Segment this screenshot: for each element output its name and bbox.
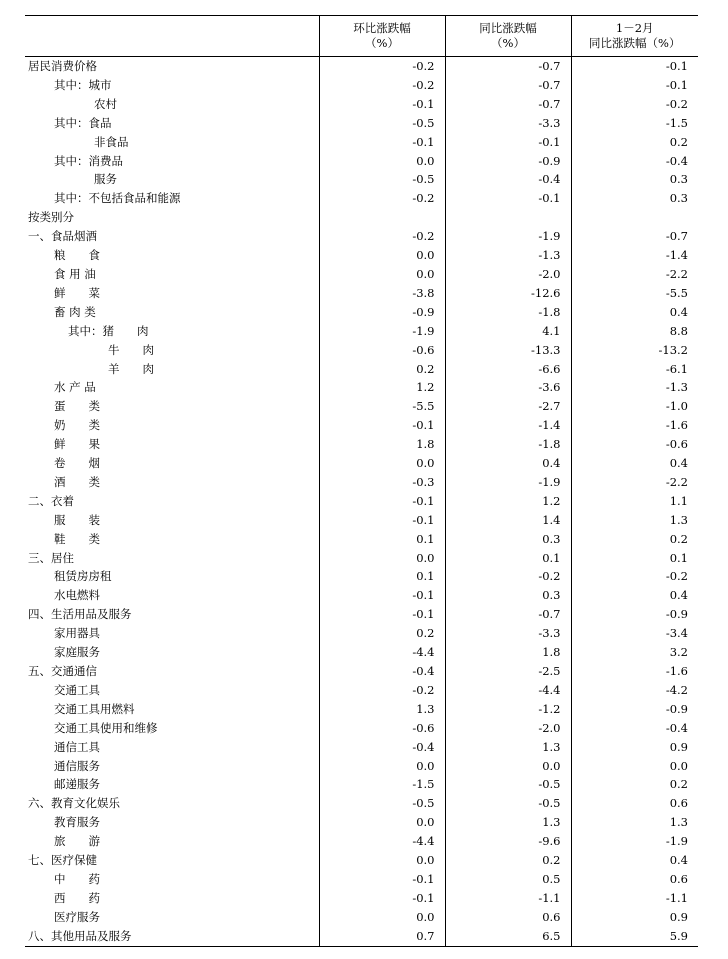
yoy-change-cell: -2.5 xyxy=(445,662,571,681)
row-label-cell xyxy=(25,662,319,681)
table-row xyxy=(25,700,698,719)
mom-change-cell: -4.4 xyxy=(319,643,445,662)
row-label: 二、衣着 xyxy=(28,493,74,508)
ytd-change-cell: 0.9 xyxy=(571,738,698,757)
row-label-cell xyxy=(25,133,319,152)
ytd-change-cell: -3.4 xyxy=(571,624,698,643)
ytd-change-cell: -1.0 xyxy=(571,397,698,416)
yoy-change-cell: -0.2 xyxy=(445,567,571,586)
mom-change-cell: -0.2 xyxy=(319,57,445,76)
row-label-cell xyxy=(25,246,319,265)
table-row xyxy=(25,643,698,662)
header-ytd-change xyxy=(571,16,698,57)
row-label: 交通工具 xyxy=(54,682,100,697)
ytd-change-cell: 0.4 xyxy=(571,303,698,322)
mom-change-cell: 0.0 xyxy=(319,152,445,171)
row-label-cell xyxy=(25,341,319,360)
row-label: 三、居住 xyxy=(28,550,74,565)
ytd-change-cell: -1.6 xyxy=(571,662,698,681)
ytd-change-cell: -13.2 xyxy=(571,341,698,360)
row-label: 居民消费价格 xyxy=(28,59,97,73)
row-label-cell xyxy=(25,567,319,586)
row-label-cell xyxy=(25,189,319,208)
table-row xyxy=(25,851,698,870)
ytd-change-cell: 0.2 xyxy=(571,530,698,549)
row-label: 牛 肉 xyxy=(108,342,154,357)
mom-change-cell: -5.5 xyxy=(319,397,445,416)
yoy-change-cell: 0.3 xyxy=(445,586,571,605)
row-label: 交通工具用燃料 xyxy=(54,701,135,716)
row-label-cell xyxy=(25,454,319,473)
header-category xyxy=(25,16,319,57)
ytd-change-cell: 0.2 xyxy=(571,775,698,794)
row-label-cell xyxy=(25,435,319,454)
row-label-cell xyxy=(25,492,319,511)
row-label-cell xyxy=(25,700,319,719)
yoy-change-cell: 0.1 xyxy=(445,549,571,568)
ytd-change-cell: 0.0 xyxy=(571,757,698,776)
yoy-change-cell: -0.7 xyxy=(445,605,571,624)
ytd-change-cell: -0.6 xyxy=(571,435,698,454)
ytd-change-cell: 0.1 xyxy=(571,549,698,568)
yoy-change-cell: -0.1 xyxy=(445,189,571,208)
yoy-change-cell: -0.9 xyxy=(445,152,571,171)
header-yoy-change xyxy=(445,16,571,57)
row-label: 卷 烟 xyxy=(54,456,100,471)
table-row xyxy=(25,133,698,152)
table-row xyxy=(25,567,698,586)
ytd-change-cell: -0.9 xyxy=(571,700,698,719)
mom-change-cell: 0.0 xyxy=(319,549,445,568)
row-label-cell xyxy=(25,719,319,738)
row-label-cell xyxy=(25,908,319,927)
header-row xyxy=(25,16,698,57)
row-label: 租赁房房租 xyxy=(54,569,112,584)
table-row xyxy=(25,473,698,492)
mom-change-cell: -0.1 xyxy=(319,605,445,624)
yoy-change-cell: -2.0 xyxy=(445,265,571,284)
row-label: 通信服务 xyxy=(54,758,100,773)
ytd-change-cell: -0.9 xyxy=(571,605,698,624)
table-row xyxy=(25,511,698,530)
table-row xyxy=(25,927,698,946)
ytd-change-cell: -2.2 xyxy=(571,473,698,492)
yoy-change-cell: 1.4 xyxy=(445,511,571,530)
yoy-change-cell: 0.5 xyxy=(445,870,571,889)
row-label: 粮 食 xyxy=(54,248,100,263)
ytd-change-cell: -1.5 xyxy=(571,114,698,133)
table-row xyxy=(25,57,698,76)
yoy-change-cell xyxy=(445,208,571,227)
yoy-change-cell: -1.9 xyxy=(445,227,571,246)
ytd-change-cell: 0.3 xyxy=(571,170,698,189)
row-label-cell xyxy=(25,322,319,341)
mom-change-cell: -0.1 xyxy=(319,511,445,530)
table-row xyxy=(25,794,698,813)
table-row xyxy=(25,870,698,889)
row-label-cell xyxy=(25,624,319,643)
header-mom-unit: （%） xyxy=(365,36,399,50)
ytd-change-cell: 0.4 xyxy=(571,454,698,473)
yoy-change-cell: -6.6 xyxy=(445,360,571,379)
row-label-cell xyxy=(25,889,319,908)
ytd-change-cell: -0.7 xyxy=(571,227,698,246)
yoy-change-cell: -3.6 xyxy=(445,378,571,397)
table-row xyxy=(25,775,698,794)
mom-change-cell: 0.0 xyxy=(319,454,445,473)
mom-change-cell: 0.1 xyxy=(319,530,445,549)
row-label: 其中：不包括食品和能源 xyxy=(54,191,181,206)
row-label-cell xyxy=(25,57,319,76)
yoy-change-cell: 0.0 xyxy=(445,757,571,776)
yoy-change-cell: -1.2 xyxy=(445,700,571,719)
table-row xyxy=(25,284,698,303)
mom-change-cell: 0.0 xyxy=(319,265,445,284)
mom-change-cell xyxy=(319,208,445,227)
yoy-change-cell: 6.5 xyxy=(445,927,571,946)
yoy-change-cell: 1.2 xyxy=(445,492,571,511)
row-label-cell xyxy=(25,265,319,284)
row-label: 中 药 xyxy=(54,871,100,886)
table-row xyxy=(25,360,698,379)
mom-change-cell: 0.2 xyxy=(319,360,445,379)
ytd-change-cell: -0.4 xyxy=(571,152,698,171)
yoy-change-cell: 0.3 xyxy=(445,530,571,549)
ytd-change-cell: 0.4 xyxy=(571,586,698,605)
yoy-change-cell: 4.1 xyxy=(445,322,571,341)
row-label: 羊 肉 xyxy=(108,361,154,376)
ytd-change-cell: -0.1 xyxy=(571,76,698,95)
header-ytd-title: 同比涨跌幅（%） xyxy=(589,36,681,50)
yoy-change-cell: -1.8 xyxy=(445,435,571,454)
yoy-change-cell: -1.4 xyxy=(445,416,571,435)
mom-change-cell: -0.1 xyxy=(319,870,445,889)
ytd-change-cell: 0.4 xyxy=(571,851,698,870)
mom-change-cell: -0.2 xyxy=(319,189,445,208)
yoy-change-cell: -0.1 xyxy=(445,133,571,152)
row-label: 家庭服务 xyxy=(54,645,100,660)
mom-change-cell: -0.4 xyxy=(319,738,445,757)
ytd-change-cell: -0.2 xyxy=(571,567,698,586)
mom-change-cell: -0.1 xyxy=(319,416,445,435)
ytd-change-cell: -1.9 xyxy=(571,832,698,851)
yoy-change-cell: -3.3 xyxy=(445,624,571,643)
table-row xyxy=(25,378,698,397)
table-row xyxy=(25,189,698,208)
row-label-cell xyxy=(25,416,319,435)
ytd-change-cell: 0.6 xyxy=(571,794,698,813)
mom-change-cell: -0.5 xyxy=(319,114,445,133)
mom-change-cell: -1.9 xyxy=(319,322,445,341)
row-label: 其中：消费品 xyxy=(54,153,123,168)
yoy-change-cell: -9.6 xyxy=(445,832,571,851)
table-header xyxy=(25,16,698,57)
row-label-cell xyxy=(25,813,319,832)
table-row xyxy=(25,549,698,568)
mom-change-cell: -0.1 xyxy=(319,889,445,908)
mom-change-cell: -0.1 xyxy=(319,492,445,511)
ytd-change-cell: 5.9 xyxy=(571,927,698,946)
header-mom-change xyxy=(319,16,445,57)
yoy-change-cell: -1.8 xyxy=(445,303,571,322)
table-row xyxy=(25,95,698,114)
mom-change-cell: -3.8 xyxy=(319,284,445,303)
mom-change-cell: 1.3 xyxy=(319,700,445,719)
row-label: 非食品 xyxy=(94,134,129,149)
yoy-change-cell: -0.4 xyxy=(445,170,571,189)
mom-change-cell: -0.9 xyxy=(319,303,445,322)
ytd-change-cell: -6.1 xyxy=(571,360,698,379)
table-row xyxy=(25,454,698,473)
ytd-change-cell: 0.2 xyxy=(571,133,698,152)
table-row xyxy=(25,681,698,700)
row-label: 畜 肉 类 xyxy=(54,304,96,319)
mom-change-cell: -0.4 xyxy=(319,662,445,681)
yoy-change-cell: 1.3 xyxy=(445,813,571,832)
row-label-cell xyxy=(25,76,319,95)
table-row xyxy=(25,719,698,738)
table-row xyxy=(25,152,698,171)
ytd-change-cell: -0.1 xyxy=(571,57,698,76)
row-label-cell xyxy=(25,397,319,416)
table-row xyxy=(25,76,698,95)
mom-change-cell: -0.6 xyxy=(319,719,445,738)
table-row xyxy=(25,265,698,284)
mom-change-cell: 0.0 xyxy=(319,757,445,776)
row-label-cell xyxy=(25,681,319,700)
mom-change-cell: -0.3 xyxy=(319,473,445,492)
yoy-change-cell: -0.7 xyxy=(445,95,571,114)
table-row xyxy=(25,889,698,908)
row-label: 按类别分 xyxy=(28,210,74,225)
table-row xyxy=(25,303,698,322)
row-label: 旅 游 xyxy=(54,834,100,849)
row-label: 邮递服务 xyxy=(54,777,100,792)
mom-change-cell: -0.5 xyxy=(319,170,445,189)
mom-change-cell: -0.2 xyxy=(319,76,445,95)
row-label-cell xyxy=(25,473,319,492)
yoy-change-cell: -0.7 xyxy=(445,57,571,76)
yoy-change-cell: -2.0 xyxy=(445,719,571,738)
table-row xyxy=(25,227,698,246)
row-label-cell xyxy=(25,360,319,379)
table-row xyxy=(25,246,698,265)
yoy-change-cell: -0.5 xyxy=(445,775,571,794)
ytd-change-cell: -0.2 xyxy=(571,95,698,114)
row-label: 服 装 xyxy=(54,512,100,527)
table-row xyxy=(25,114,698,133)
row-label: 医疗服务 xyxy=(54,909,100,924)
yoy-change-cell: 0.4 xyxy=(445,454,571,473)
ytd-change-cell: -0.4 xyxy=(571,719,698,738)
mom-change-cell: 0.7 xyxy=(319,927,445,946)
row-label-cell xyxy=(25,927,319,946)
table-row xyxy=(25,170,698,189)
ytd-change-cell: -1.4 xyxy=(571,246,698,265)
row-label: 食 用 油 xyxy=(54,266,96,281)
yoy-change-cell: -13.3 xyxy=(445,341,571,360)
row-label-cell xyxy=(25,378,319,397)
mom-change-cell: -0.1 xyxy=(319,133,445,152)
yoy-change-cell: 1.8 xyxy=(445,643,571,662)
table-row xyxy=(25,586,698,605)
yoy-change-cell: 0.6 xyxy=(445,908,571,927)
row-label-cell xyxy=(25,870,319,889)
mom-change-cell: -0.6 xyxy=(319,341,445,360)
row-label-cell xyxy=(25,549,319,568)
table-row xyxy=(25,435,698,454)
yoy-change-cell: 0.2 xyxy=(445,851,571,870)
ytd-change-cell: 1.3 xyxy=(571,511,698,530)
table-body xyxy=(25,57,698,947)
header-yoy-title: 同比涨跌幅 xyxy=(479,21,537,35)
row-label-cell xyxy=(25,114,319,133)
table-row xyxy=(25,738,698,757)
row-label: 鲜 果 xyxy=(54,437,100,452)
yoy-change-cell: -0.7 xyxy=(445,76,571,95)
row-label: 奶 类 xyxy=(54,418,100,433)
header-mom-title: 环比涨跌幅 xyxy=(353,21,411,35)
table-row xyxy=(25,813,698,832)
row-label-cell xyxy=(25,794,319,813)
row-label-cell xyxy=(25,511,319,530)
row-label: 四、生活用品及服务 xyxy=(28,607,132,622)
table-row xyxy=(25,208,698,227)
row-label: 其中：食品 xyxy=(54,115,112,130)
mom-change-cell: -0.1 xyxy=(319,95,445,114)
ytd-change-cell xyxy=(571,208,698,227)
row-label-cell xyxy=(25,643,319,662)
row-label-cell xyxy=(25,530,319,549)
header-yoy-unit: （%） xyxy=(491,36,525,50)
row-label-cell xyxy=(25,738,319,757)
mom-change-cell: 0.2 xyxy=(319,624,445,643)
row-label-cell xyxy=(25,284,319,303)
mom-change-cell: -0.1 xyxy=(319,586,445,605)
header-ytd-period: 1－2月 xyxy=(615,21,654,35)
mom-change-cell: 1.8 xyxy=(319,435,445,454)
ytd-change-cell: 0.3 xyxy=(571,189,698,208)
row-label: 八、其他用品及服务 xyxy=(28,928,132,943)
row-label: 蛋 类 xyxy=(54,399,100,414)
row-label: 酒 类 xyxy=(54,474,100,489)
table-row xyxy=(25,605,698,624)
ytd-change-cell: 3.2 xyxy=(571,643,698,662)
row-label: 鲜 菜 xyxy=(54,285,100,300)
row-label: 教育服务 xyxy=(54,815,100,830)
row-label: 其中：猪 肉 xyxy=(68,323,149,338)
mom-change-cell: -0.2 xyxy=(319,227,445,246)
mom-change-cell: 0.0 xyxy=(319,908,445,927)
table-row xyxy=(25,832,698,851)
row-label-cell xyxy=(25,832,319,851)
ytd-change-cell: 1.1 xyxy=(571,492,698,511)
row-label-cell xyxy=(25,208,319,227)
row-label-cell xyxy=(25,95,319,114)
ytd-change-cell: -1.6 xyxy=(571,416,698,435)
row-label: 水电燃料 xyxy=(54,588,100,603)
cpi-table xyxy=(25,15,698,947)
table-row xyxy=(25,322,698,341)
row-label: 其中：城市 xyxy=(54,77,112,92)
mom-change-cell: -0.2 xyxy=(319,681,445,700)
yoy-change-cell: -2.7 xyxy=(445,397,571,416)
ytd-change-cell: 1.3 xyxy=(571,813,698,832)
row-label-cell xyxy=(25,586,319,605)
row-label: 鞋 类 xyxy=(54,531,100,546)
row-label-cell xyxy=(25,152,319,171)
table-row xyxy=(25,662,698,681)
mom-change-cell: 0.0 xyxy=(319,246,445,265)
table-row xyxy=(25,492,698,511)
row-label: 水 产 品 xyxy=(54,380,96,395)
mom-change-cell: 0.0 xyxy=(319,813,445,832)
mom-change-cell: 0.1 xyxy=(319,567,445,586)
row-label: 交通工具使用和维修 xyxy=(54,720,158,735)
ytd-change-cell: -2.2 xyxy=(571,265,698,284)
row-label: 农村 xyxy=(94,96,117,111)
yoy-change-cell: 1.3 xyxy=(445,738,571,757)
yoy-change-cell: -12.6 xyxy=(445,284,571,303)
row-label-cell xyxy=(25,775,319,794)
yoy-change-cell: -1.1 xyxy=(445,889,571,908)
row-label-cell xyxy=(25,605,319,624)
ytd-change-cell: -4.2 xyxy=(571,681,698,700)
table-row xyxy=(25,908,698,927)
row-label-cell xyxy=(25,170,319,189)
row-label: 家用器具 xyxy=(54,626,100,641)
yoy-change-cell: -3.3 xyxy=(445,114,571,133)
row-label: 六、教育文化娱乐 xyxy=(28,796,120,811)
row-label: 通信工具 xyxy=(54,739,100,754)
row-label-cell xyxy=(25,303,319,322)
table-row xyxy=(25,624,698,643)
yoy-change-cell: -4.4 xyxy=(445,681,571,700)
mom-change-cell: 0.0 xyxy=(319,851,445,870)
mom-change-cell: -0.5 xyxy=(319,794,445,813)
ytd-change-cell: 0.9 xyxy=(571,908,698,927)
ytd-change-cell: -5.5 xyxy=(571,284,698,303)
ytd-change-cell: -1.3 xyxy=(571,378,698,397)
ytd-change-cell: -1.1 xyxy=(571,889,698,908)
yoy-change-cell: -0.5 xyxy=(445,794,571,813)
yoy-change-cell: -1.9 xyxy=(445,473,571,492)
ytd-change-cell: 0.6 xyxy=(571,870,698,889)
row-label-cell xyxy=(25,227,319,246)
ytd-change-cell: 8.8 xyxy=(571,322,698,341)
yoy-change-cell: -1.3 xyxy=(445,246,571,265)
table-row xyxy=(25,757,698,776)
row-label: 西 药 xyxy=(54,890,100,905)
table-row xyxy=(25,416,698,435)
mom-change-cell: -4.4 xyxy=(319,832,445,851)
table-row xyxy=(25,397,698,416)
mom-change-cell: 1.2 xyxy=(319,378,445,397)
table-row xyxy=(25,341,698,360)
row-label: 七、医疗保健 xyxy=(28,853,97,868)
row-label: 服务 xyxy=(94,172,117,187)
row-label: 一、食品烟酒 xyxy=(28,229,97,244)
mom-change-cell: -1.5 xyxy=(319,775,445,794)
row-label-cell xyxy=(25,851,319,870)
row-label-cell xyxy=(25,757,319,776)
row-label: 五、交通通信 xyxy=(28,664,97,678)
table-row xyxy=(25,530,698,549)
